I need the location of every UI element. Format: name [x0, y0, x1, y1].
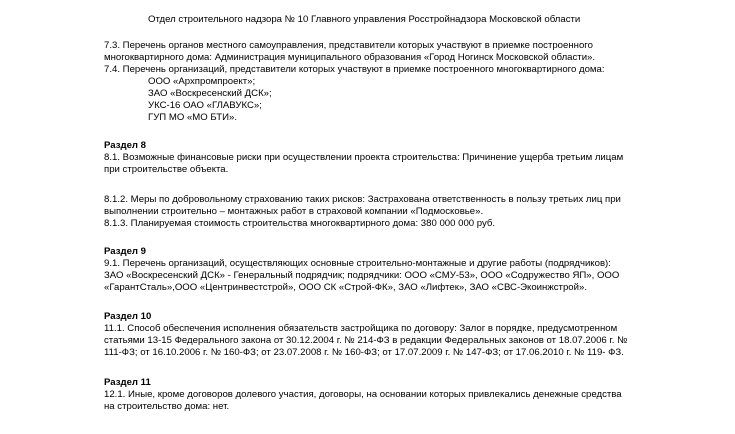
text-line: статьями 13-15 Федерального закона от 30.12.2004 г. № 214-ФЗ в редакции Федеральных законов от 18.07.2006 г. №: [104, 335, 628, 346]
text-line: ЗАО «Воскресенский ДСК» - Генеральный подрядчик; подрядчики: ООО «СМУ-53», ООО «Содружество ЯП», ООО: [104, 270, 620, 281]
org-list-item: ООО «Архпромпроект»;: [148, 76, 256, 87]
section-title: Раздел 9: [104, 246, 147, 257]
section-title: Раздел 11: [104, 377, 151, 388]
text-line: 111-ФЗ; от 16.10.2006 г. № 160-ФЗ; от 23.07.2008 г. № 160-ФЗ; от 17.07.2009 г. № 147-ФЗ; от 17.06.2010 г. № 119- ФЗ.: [104, 347, 624, 358]
text-line: 7.4. Перечень организаций, представители которых участвуют в приемке построенного многоквартирного дома:: [104, 64, 605, 75]
text-line: 8.1.2. Меры по добровольному страхованию таких рисков: Застрахована ответственность в пользу третьих лиц при: [104, 194, 621, 205]
text-line: 8.1. Возможные финансовые риски при осуществлении проекта строительства: Причинение ущерба третьим лицам: [104, 152, 624, 163]
text-line: 7.3. Перечень органов местного самоуправления, представители которых участвуют в приемке построенного: [104, 40, 593, 51]
section-title: Раздел 8: [104, 140, 147, 151]
text-line: при строительстве объекта.: [104, 164, 229, 175]
org-list-item: УКС-16 ОАО «ГЛАВУКС»;: [148, 100, 262, 111]
text-line: 11.1. Способ обеспечения исполнения обязательств застройщика по договору: Залог в порядке, предусмотренном: [104, 323, 618, 334]
document-header: Отдел строительного надзора № 10 Главного управления Росстройнадзора Московской области: [148, 14, 581, 25]
section-title: Раздел 10: [104, 311, 152, 322]
text-line: «ГарантСталь»,ООО «Центринвестстрой», ООО СК «Строй-ФК», ЗАО «Лифтек», ЗАО «СВС-Экоинжстрой».: [104, 282, 587, 293]
text-line: 9.1. Перечень организаций, осуществляющих основные строительно-монтажные и другие работы (подрядчиков):: [104, 258, 611, 269]
org-list-item: ГУП МО «МО БТИ».: [148, 112, 238, 123]
text-line: 12.1. Иные, кроме договоров долевого участия, договоры, на основании которых привлекались денежные средства: [104, 389, 622, 400]
text-line: выполнении строительно – монтажных работ в страховой компании «Подмосковье».: [104, 206, 484, 217]
text-line: на строительство дома: нет.: [104, 401, 230, 412]
text-line: 8.1.3. Планируемая стоимость строительства многоквартирного дома: 380 000 000 руб.: [104, 218, 496, 229]
text-line: многоквартирного дома: Администрация муниципального образования «Город Ногинск Московской области».: [104, 52, 596, 63]
org-list-item: ЗАО «Воскресенский ДСК»;: [148, 88, 272, 99]
